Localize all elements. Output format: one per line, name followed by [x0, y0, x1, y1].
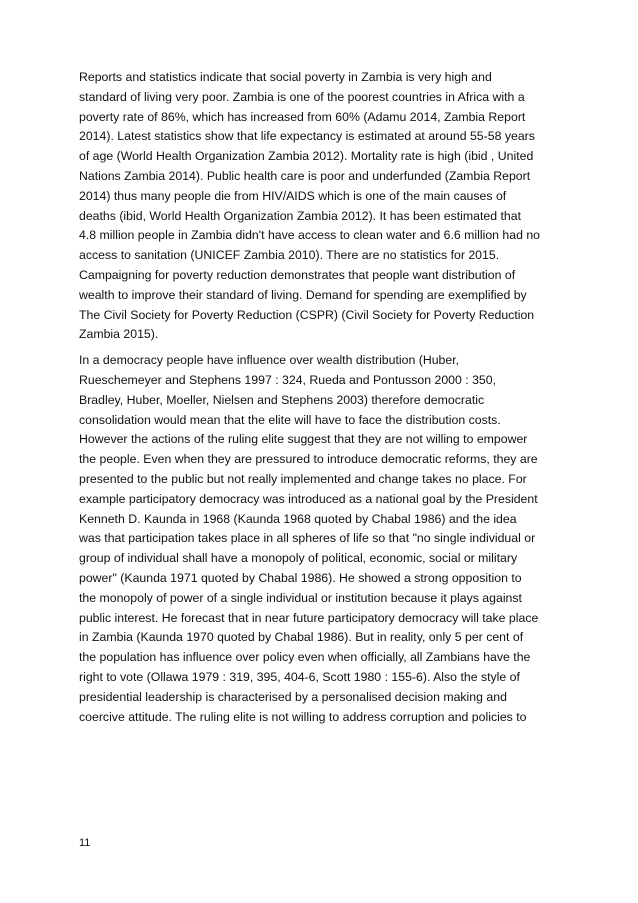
text-line: Nations Zambia 2014). Public health care is poor and underfunded (Zambia Report	[79, 168, 531, 183]
text-line: Zambia 2015).	[79, 327, 159, 342]
text-line: 2014) thus many people die from HIV/AIDS which is one of the main causes of	[79, 188, 507, 203]
text-line: presented to the public but not really implemented and change takes no place. For	[79, 471, 527, 486]
text-line: wealth to improve their standard of living. Demand for spending are exemplified by	[79, 287, 527, 302]
text-line: in Zambia (Kaunda 1970 quoted by Chabal 1986). But in reality, only 5 per cent of	[79, 630, 524, 645]
text-line: coercive attitude. The ruling elite is not willing to address corruption and policies to	[79, 709, 527, 724]
text-line: 4.8 million people in Zambia didn't have access to clean water and 6.6 million had no	[79, 228, 541, 243]
paragraph-democracy-distribution	[79, 351, 561, 727]
page-number: 11	[79, 837, 91, 849]
text-line: standard of living very poor. Zambia is one of the poorest countries in Africa with a	[79, 89, 525, 104]
text-line: In a democracy people have influence over wealth distribution (Huber,	[79, 353, 460, 368]
text-line: example participatory democracy was introduced as a national goal by the President	[79, 491, 538, 506]
text-line: Bradley, Huber, Moeller, Nielsen and Stephens 2003) therefore democratic	[79, 392, 485, 407]
paragraph-poverty-statistics	[79, 68, 561, 345]
text-line: access to sanitation (UNICEF Zambia 2010). There are no statistics for 2015.	[79, 248, 500, 263]
text-line: However the actions of the ruling elite suggest that they are not willing to empower	[79, 432, 528, 447]
text-line: group of individual shall have a monopoly of political, economic, social or military	[79, 551, 518, 566]
text-line: consolidation would mean that the elite will have to face the distribution costs.	[79, 412, 501, 427]
text-line: right to vote (Ollawa 1979 : 319, 395, 404-6, Scott 1980 : 155-6). Also the style of	[79, 669, 520, 684]
body-text	[79, 68, 561, 727]
text-line: power" (Kaunda 1971 quoted by Chabal 1986). He showed a strong opposition to	[79, 570, 522, 585]
text-line: poverty rate of 86%, which has increased from 60% (Adamu 2014, Zambia Report	[79, 109, 526, 124]
text-line: the people. Even when they are pressured to introduce democratic reforms, they are	[79, 452, 538, 467]
text-line: deaths (ibid, World Health Organization Zambia 2012). It has been estimated that	[79, 208, 522, 223]
text-line: public interest. He forecast that in near future participatory democracy will take place	[79, 610, 539, 625]
text-line: Reports and statistics indicate that social poverty in Zambia is very high and	[79, 70, 492, 84]
text-line: Kenneth D. Kaunda in 1968 (Kaunda 1968 quoted by Chabal 1986) and the idea	[79, 511, 517, 526]
text-line: 2014). Latest statistics show that life expectancy is estimated at around 55-58 years	[79, 129, 535, 144]
text-line: The Civil Society for Poverty Reduction (CSPR) (Civil Society for Poverty Reduction	[79, 307, 535, 322]
text-line: presidential leadership is characterised by a personalised decision making and	[79, 689, 507, 704]
text-line: of age (World Health Organization Zambia 2012). Mortality rate is high (ibid , United	[79, 149, 534, 164]
text-line: Campaigning for poverty reduction demonstrates that people want distribution of	[79, 267, 516, 282]
text-line: Rueschemeyer and Stephens 1997 : 324, Rueda and Pontusson 2000 : 350,	[79, 372, 497, 387]
text-line: was that participation takes place in all spheres of life so that "no single individual or	[79, 531, 536, 546]
text-line: the monopoly of power of a single individual or institution because it plays against	[79, 590, 522, 605]
text-line: the population has influence over policy even when officially, all Zambians have the	[79, 650, 531, 665]
